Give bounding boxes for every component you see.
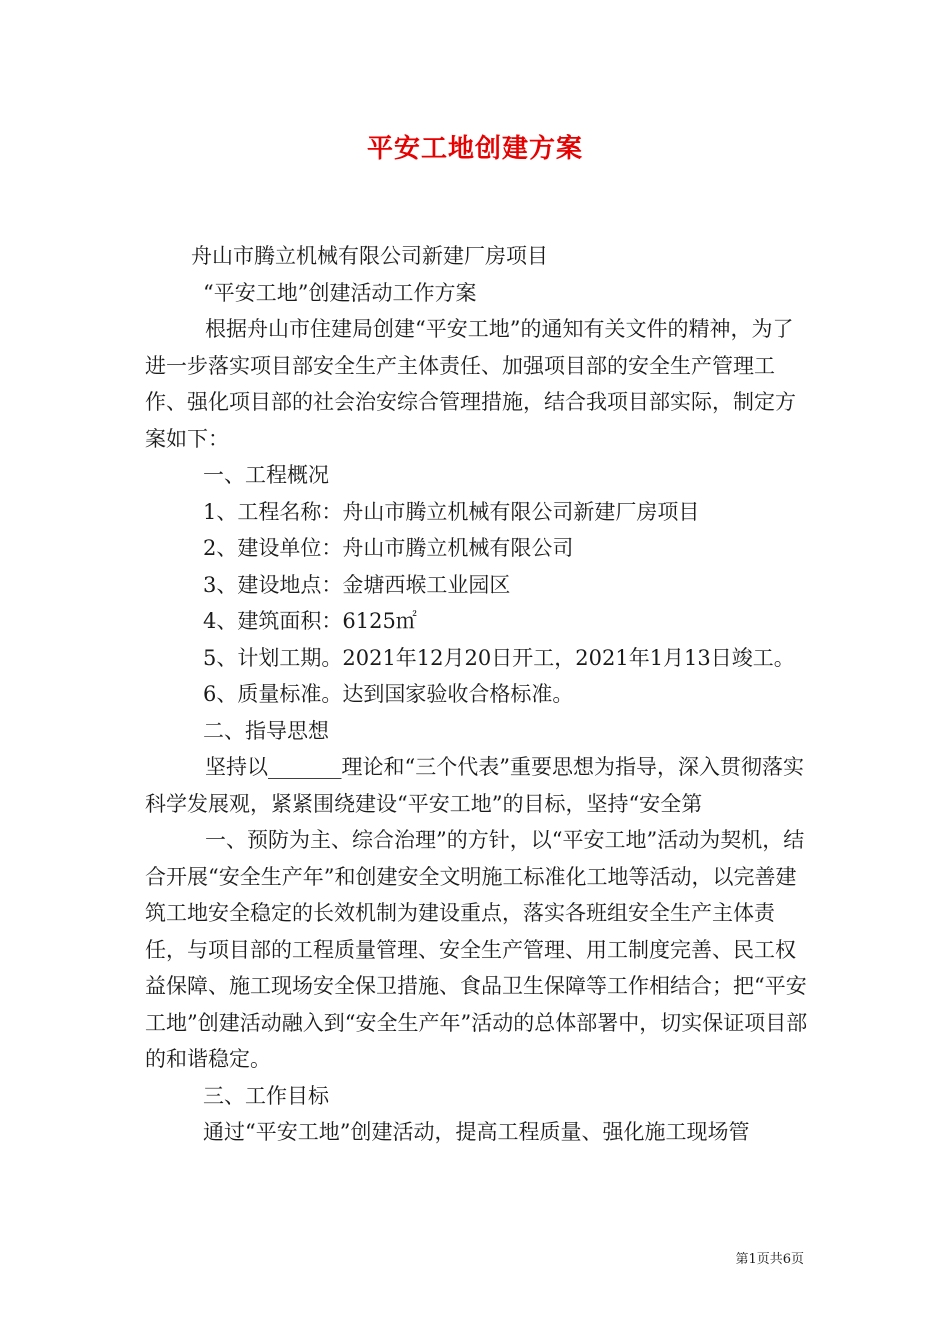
overview-item-project-name: 1、工程名称：舟山市腾立机械有限公司新建厂房项目 (203, 499, 700, 524)
section-heading-overview: 一、工程概况 (203, 463, 329, 487)
document-title: 平安工地创建方案 (366, 134, 583, 164)
intro-paragraph: 根据舟山市住建局创建“平安工地”的通知有关文件的精神，为了进一步落实项目部安全生产主体责任、加强项目部的安全生产管理工作、强化项目部的社会治安综合管理措施，结合我项目部实际，制定方案如下： (145, 317, 796, 451)
overview-item-quality: 6、质量标准。达到国家验收合格标准。 (203, 682, 574, 706)
section-heading-guiding-idea: 二、指导思想 (203, 718, 329, 743)
guiding-idea-paragraph-1: 坚持以_______理论和“三个代表”重要思想为指导，深入贯彻落实科学发展观，紧紧围绕建设“平安工地”的目标，坚持“安全第 (145, 755, 804, 816)
overview-item-owner: 2、建设单位：舟山市腾立机械有限公司 (203, 536, 574, 560)
overview-item-area: 4、建筑面积：6125㎡ (203, 609, 417, 633)
document-body (145, 238, 813, 1151)
project-name-line: 舟山市腾立机械有限公司新建厂房项目 (191, 244, 548, 268)
plan-subtitle-line: “平安工地”创建活动工作方案 (203, 280, 477, 305)
overview-item-location: 3、建设地点：金塘西堠工业园区 (203, 572, 511, 597)
section-heading-goals: 三、工作目标 (203, 1083, 329, 1108)
goals-paragraph: 通过“平安工地”创建活动，提高工程质量、强化施工现场管 (203, 1120, 750, 1144)
overview-item-schedule: 5、计划工期。2021年12月20日开工，2021年1月13日竣工。 (203, 645, 795, 670)
guiding-idea-paragraph-2: 一、预防为主、综合治理”的方针，以“平安工地”活动为契机，结合开展“安全生产年”和创建安全文明施工标准化工地等活动，以完善建筑工地安全稳定的长效机制为建设重点，落实各班组安全生产主体责任，与项目部的工程质量管理、安全生产管理、用工制度完善、民工权益保障、施工现场安全保卫措施、食品卫生保障等工作相结合；把“平安工地”创建活动融入到“安全生产年”活动的总体部署中，切实保证项目部的和谐稳定。 (145, 828, 808, 1071)
page-number-footer: 第1页共6页 (735, 1252, 804, 1267)
